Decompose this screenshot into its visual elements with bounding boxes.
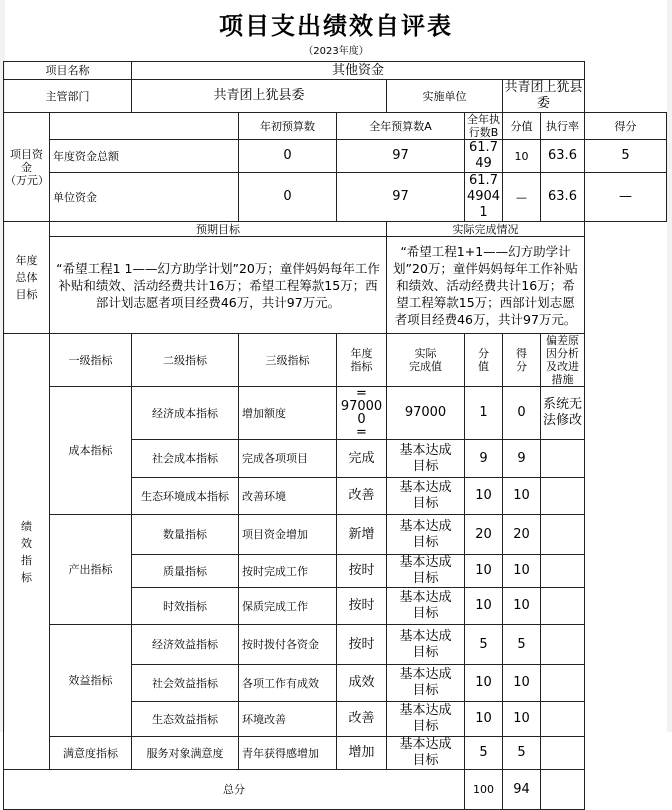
funds-cell-annual: 97 [337, 173, 465, 222]
perf-level2: 数量指标 [132, 515, 239, 555]
dept-value: 共青团上犹县委 [132, 80, 387, 113]
perf-target: 新增 [337, 515, 387, 555]
perf-target: 增加 [337, 737, 387, 770]
funds-header-rate: 执行率 [541, 113, 585, 140]
perf-actual: 97000 [387, 387, 465, 440]
perf-level2: 社会成本指标 [132, 440, 239, 478]
perf-target: 改善 [337, 478, 387, 515]
perf-header-score: 得 分 [503, 334, 541, 387]
perf-weight: 10 [465, 555, 503, 588]
total-score: 94 [503, 770, 541, 810]
funds-cell-weight: 10 [503, 140, 541, 173]
perf-weight: 10 [465, 702, 503, 737]
perf-level1-satisfaction: 满意度指标 [50, 737, 132, 770]
funds-cell-executed: 61.749041 [465, 173, 503, 222]
funds-cell-weight: — [503, 173, 541, 222]
perf-score: 0 [503, 387, 541, 440]
perf-level3: 完成各项项目 [239, 440, 337, 478]
project-name-label: 项目名称 [4, 62, 132, 80]
funds-row-label: 单位资金 [50, 173, 239, 222]
funds-cell-rate: 63.6 [541, 173, 585, 222]
perf-note [541, 440, 585, 478]
perf-level3: 各项工作有成效 [239, 665, 337, 702]
perf-target: 完成 [337, 440, 387, 478]
perf-level2: 经济成本指标 [132, 387, 239, 440]
perf-target: 按时 [337, 555, 387, 588]
funds-cell-rate: 63.6 [541, 140, 585, 173]
perf-level3: 保质完成工作 [239, 588, 337, 625]
perf-actual: 基本达成 目标 [387, 702, 465, 737]
perf-score: 5 [503, 625, 541, 665]
perf-level2: 生态环境成本指标 [132, 478, 239, 515]
page-title: 项目支出绩效自评表 [219, 11, 453, 40]
perf-note [541, 625, 585, 665]
perf-header-weight: 分 值 [465, 334, 503, 387]
perf-target: 成效 [337, 665, 387, 702]
perf-level2: 时效指标 [132, 588, 239, 625]
perf-level3: 青年获得感增加 [239, 737, 337, 770]
goals-expected-text: “希望工程1 1——幻方助学计划”20万；童伴妈妈每年工作补贴和绩效、活动经费共计16万；希望工程筹款15万；西部计划志愿者项目经费46万，共计97万元。 [50, 237, 387, 334]
perf-weight: 5 [465, 737, 503, 770]
perf-weight: 10 [465, 478, 503, 515]
perf-level2: 服务对象满意度 [132, 737, 239, 770]
perf-level3: 按时拨付各资金 [239, 625, 337, 665]
self-evaluation-table [3, 61, 667, 810]
perf-note [541, 665, 585, 702]
perf-header-level2: 二级指标 [132, 334, 239, 387]
funds-cell-initial: 0 [239, 173, 337, 222]
perf-level3: 增加额度 [239, 387, 337, 440]
dept-label: 主管部门 [4, 80, 132, 113]
funds-header-executed: 全年执行数B [465, 113, 503, 140]
perf-note [541, 515, 585, 555]
perf-level2: 生态效益指标 [132, 702, 239, 737]
perf-weight: 5 [465, 625, 503, 665]
perf-note [541, 737, 585, 770]
funds-header-initial: 年初预算数 [239, 113, 337, 140]
perf-score: 10 [503, 478, 541, 515]
funds-row-label: 年度资金总额 [50, 140, 239, 173]
perf-score: 10 [503, 555, 541, 588]
goals-actual-text: “希望工程1+1——幻方助学计划”20万；童伴妈妈每年工作补贴和绩效、活动经费共计16万；希望工程筹款15万；西部计划志愿者项目经费46万，共计97万元。 [387, 237, 585, 334]
perf-level3: 项目资金增加 [239, 515, 337, 555]
perf-target: 改善 [337, 702, 387, 737]
perf-actual: 基本达成 目标 [387, 625, 465, 665]
perf-level2: 经济效益指标 [132, 625, 239, 665]
performance-section-label: 绩 效 指 标 [4, 334, 50, 770]
perf-target: = 970000 = [337, 387, 387, 440]
perf-score: 10 [503, 588, 541, 625]
perf-score: 9 [503, 440, 541, 478]
perf-header-level1: 一级指标 [50, 334, 132, 387]
project-name-value: 其他资金 [132, 62, 585, 80]
perf-level1-cost: 成本指标 [50, 387, 132, 515]
perf-weight: 9 [465, 440, 503, 478]
funds-cell-annual: 97 [337, 140, 465, 173]
perf-target: 按时 [337, 625, 387, 665]
perf-header-target: 年度 指标 [337, 334, 387, 387]
perf-actual: 基本达成 目标 [387, 737, 465, 770]
perf-note [541, 478, 585, 515]
funds-cell-score: 5 [585, 140, 667, 173]
funds-header-annual: 全年预算数A [337, 113, 465, 140]
perf-target: 按时 [337, 588, 387, 625]
perf-note: 系统无法修改 [541, 387, 585, 440]
perf-actual: 基本达成 目标 [387, 478, 465, 515]
impl-unit-label: 实施单位 [387, 80, 503, 113]
perf-note [541, 702, 585, 737]
perf-score: 20 [503, 515, 541, 555]
funds-cell-initial: 0 [239, 140, 337, 173]
perf-score: 10 [503, 702, 541, 737]
right-window-edge [667, 0, 672, 732]
perf-actual: 基本达成 目标 [387, 440, 465, 478]
perf-weight: 10 [465, 588, 503, 625]
perf-level2: 质量指标 [132, 555, 239, 588]
perf-score: 10 [503, 665, 541, 702]
funds-label: 项目资金 （万元） [4, 113, 50, 222]
total-note [541, 770, 585, 810]
perf-level3: 环境改善 [239, 702, 337, 737]
perf-note [541, 588, 585, 625]
total-weight: 100 [465, 770, 503, 810]
perf-actual: 基本达成 目标 [387, 555, 465, 588]
perf-weight: 1 [465, 387, 503, 440]
perf-actual: 基本达成 目标 [387, 588, 465, 625]
funds-header-weight: 分值 [503, 113, 541, 140]
funds-header-score: 得分 [585, 113, 667, 140]
perf-level3: 改善环境 [239, 478, 337, 515]
goals-actual-header: 实际完成情况 [387, 222, 585, 237]
perf-note [541, 555, 585, 588]
funds-header-blank [50, 113, 239, 140]
perf-score: 5 [503, 737, 541, 770]
funds-cell-score: — [585, 173, 667, 222]
perf-header-level3: 三级指标 [239, 334, 337, 387]
perf-level1-output: 产出指标 [50, 515, 132, 625]
page-subtitle: （2023年度） [303, 46, 369, 57]
perf-header-actual: 实际 完成值 [387, 334, 465, 387]
perf-header-note: 偏差原因分析 及改进措施 [541, 334, 585, 387]
perf-weight: 20 [465, 515, 503, 555]
goals-expected-header: 预期目标 [50, 222, 387, 237]
perf-level2: 社会效益指标 [132, 665, 239, 702]
perf-actual: 基本达成 目标 [387, 515, 465, 555]
total-label: 总分 [4, 770, 465, 810]
perf-level3: 按时完成工作 [239, 555, 337, 588]
perf-actual: 基本达成 目标 [387, 665, 465, 702]
perf-level1-benefit: 效益指标 [50, 625, 132, 737]
impl-unit-value: 共青团上犹县委 [504, 80, 583, 111]
goals-label: 年度 总体 目标 [4, 222, 50, 334]
perf-weight: 10 [465, 665, 503, 702]
funds-cell-executed: 61.749 [465, 140, 503, 173]
